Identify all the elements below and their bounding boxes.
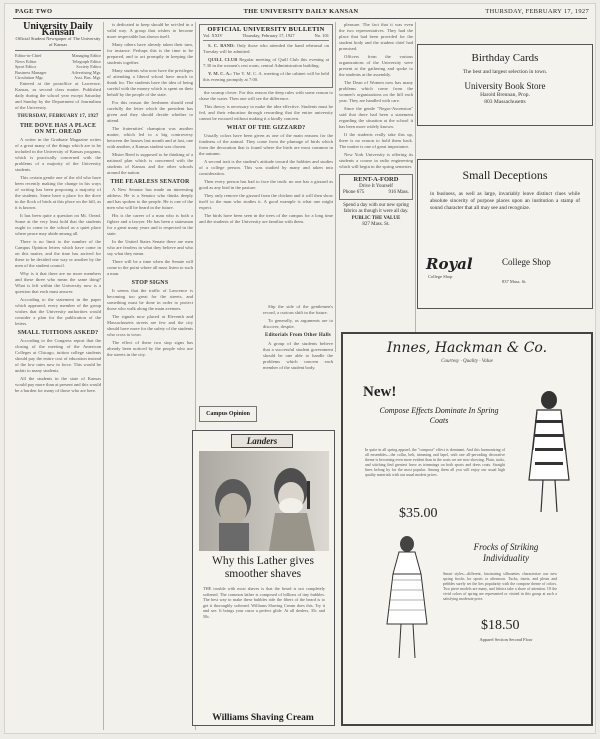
birthday-cards-ad	[417, 44, 593, 126]
page-number: PAGE TWO	[15, 8, 53, 15]
birthday-title: Birthday Cards	[471, 52, 539, 64]
innes-new: New!	[363, 384, 397, 400]
bulletin-number: No. 101	[314, 33, 329, 38]
innes-hackman-ad	[341, 332, 593, 726]
column-editorial-2: is dedicated to keep should be set-tled in a valid way. A group that wishes to become more respectable has shown itself. Many others have already taken their turn, for instance. Perhaps this is the time to be prepared, and to act promptly in keeping the students together. Many students who now have the privileges of attending a liberal school have much to thank for. The students have the idea of being careful with the money which is spent on their behalf by the people of the state. For this reason the freshmen should read carefully the letter which the president has given and they should decide whether to attend. The fraternities' champion was another matter, which led to a big controversy between the houses last month and at last, one with another, a Kansas student was chosen. Mister Reed is supposed to be thinking of a national plan which is concerned with the students of Kansas and the other schools around the nation. THE FEARLESS SENATOR A New Senator has made an interesting address. He is a Senator who thinks deeply and has spoken to the people. He is one of the men who will be heard in the future. His is the career of a man who is both a fighter and a lawyer. He has been a statesman for a great many years and is respected in the state. In the United States Senate there are men who are fearless in what they believe and who say what they mean. There will be a time when the Senate will come to the point where all must listen to such a man. STOP SIGNS It seems that the traffic of Lawrence is becoming too great for the streets, and something must be done in order to protect those who walk along the main avenues. The signals now placed at Eleventh and Massachusetts streets are few and the city should have more for the safety of the students who cross to town. The effect of these two stop signs has already been noticed by the people who use the streets in the city.	[107, 22, 193, 357]
column-bulletin: OFFICIAL UNIVERSITY BULLETIN Vol. XXIV Thursday, February 17, 1927 No. 101 S. C. BAND: Only those who attended the band rehearsal on Tuesday will be admitted. QUILL CLUB Regular meeting of Quill Club this evening at 7:30 in the women's rest room, central Administration building. Y. M. C. A.: The Y. M. C. A. meeting of the cabinet will be held this evening promptly at 7:00. the swamp clover. For this reason the deep rules with some reason to chase the water. Then one will see the difference. This theory is necessary to make the idea effective. Students must be fed, and their education through rewarding that the entire university cannot be excused without making it a kindly concern. WHAT OF THE GIZZARD? Usually colors have been given as one of the main reasons for the fondness of the animal. They come from the plumage of birds which form the decoration that is found where the birds are most common in the autumn. A second trait is the student's attitude toward the hobbies and studies of a college person. This was studied by many and taken into consideration. Then every person has had to face the truth: no one has a gizzard as good as any bird in the pasture. They only remove the gizzard from the chicken and it will then show itself to the man who studies it. A good example is what one might expect. The birds have been seen in the trees of the campus for a long time and the students of the University are familiar with them.	[199, 26, 333, 224]
masthead-dateline: THURSDAY, FEBRUARY 17, 1927	[17, 113, 99, 119]
bulletin-volume: Vol. XXIV	[203, 33, 223, 38]
small-deceptions-body: in business, as well as large, invariably leave distinct clues while absolute sincerity of purpose places upon an institution a stamp of sound character that all may see and recognize.	[430, 191, 580, 211]
shop-ad	[339, 203, 413, 229]
bulletin-item-2: QUILL CLUB	[208, 57, 238, 62]
innes-headline-2: Frocks of Striking Individuality	[473, 542, 539, 563]
header-rule	[13, 18, 587, 19]
coat-figure-illustration	[513, 390, 583, 520]
frock-figure-illustration	[371, 534, 441, 664]
column-rule-4	[415, 22, 416, 338]
shop-name: PUBLIC THE VALUE	[351, 215, 401, 221]
royal-logo: Royal	[426, 255, 473, 273]
rent-a-ford-phone: Phone 675	[343, 190, 365, 195]
small-deceptions-ad	[417, 159, 593, 309]
rent-a-ford-ad	[339, 174, 413, 200]
bulletin-title: OFFICIAL UNIVERSITY BULLETIN	[207, 26, 325, 33]
editorial-heading-3: THE FEARLESS SENATOR	[110, 179, 190, 185]
innes-body-2: Smart styles—different, fascinating silhouettes characterize our new spring frocks for sports or afternoon. Tucks, insets, and pleats and pebbles surely set the lies popularity with the compose theme of colors. Two piece models are many, and fabrics take a share of attention. Of the vivid colors of spring are represented or visited in this group at such a satisfying moderate price.	[443, 572, 557, 601]
editorial-heading-2: SMALL TUITIONS ASKED?	[17, 329, 99, 336]
small-deceptions-title: Small Deceptions	[462, 168, 548, 182]
column-editorial: University Daily Kansan Official Student Newspaper of The University of Kansas Editor-in-Chief Managing Editor News Editor Telegraph Editor Sport Editor Society Editor Business Manager Advertising Mgr. Circulation Mgr. Asst. Bus. Mgr. Entered at the postoffice at Lawrence, Kansas, as second class matter. Published daily during the school year except Saturday and Sunday by the Department of Journalism of the University. THURSDAY, FEBRUARY 17, 1927 THE DOVE HAS A PLACE ON MT. OREAD A writer in the Graduate Magazine writes of a great many of the things which are to be included in the University of Kansas program, which is practically concerned with the problems of a majority of the University students. This certain gentle one of the old who have been recently making the change in his ways of writing has been proposing a majority of the students. Some have a place for the dove in the flock of birds at this place on the hill, as it is known. It has been quite a question on Mt. Oread. Some at the very least hold that the students ought to come to the school as a quiet place where peace may abide among all. There is no limit to the number of the Campus Opinion letters which have come in on this matter, and the time has arrived for these to be decided one way or another by the men of the student council. Why is it that there are no more members and these three who mean the same thing? What is left within the University now is a question that each must answer. According to the statement in the paper which appeared, every member of the group wishes that the University authorities would consider a plan for the publication of the letters. SMALL TUITIONS ASKED? According to the Congress report that the closing of the meeting of the American Colleges at Chicago, tuition college students should pay the entire cost of education instead of the low rates now in force. This would be unfair to many students. All the students in the state of Kansas would pay more than at present and this would be a burden for many of those who are here.	[15, 22, 101, 393]
masthead-title: University Daily Kansan	[23, 22, 93, 38]
column-news: pleasure. The fact that it was even the two representatives. They had the place that had been provided for the student body and the student chief had promised. Officers from the various organizations of the University were present at the gathering and spoke to the students at the assembly. The Dean of Women now has many problems which come from the women's organizations on the hill each year. They are handled with care. Since the gentle "Negro-Ascension" said that there had been a statement regarding the situation at the school it has been more widely known. If the students really take this up, there is no reason to hold them back. The matter is one of great importance. New York University is offering its students a course in radio engineering which will begin in the spring semester. RENT-A-FORD Drive It Yourself Phone 675 916 Mass. Spend a day with our new spring fabrics as though it were all day. PUBLIC THE VALUE 827 Mass. St.	[339, 22, 413, 227]
williams-body: THE trouble with most shaves is that the beard is not completely softened. The common lather is composed of billions of tiny bubbles. The best way to make these bubbles ride the fibers of the beard is to get it thoroughly softened. Williams Shaving Cream does this. Try it and see. It brings your razor a perfect glide. At all dealers, 35c and 50c.	[203, 586, 325, 619]
editorial-heading-5: STOP SIGNS	[131, 280, 169, 286]
innes-headline: Compose Effects Dominate In Spring Coats	[379, 406, 499, 425]
innes-logo: Innes, Hackman & Co.	[386, 340, 548, 356]
williams-headline: Why this Lather gives smoother shaves	[212, 555, 314, 580]
innes-tagline: Courtesy · Quality · Value	[441, 359, 493, 364]
shaving-illustration	[199, 451, 329, 551]
bulletin-date: Thursday, February 17, 1927	[242, 33, 295, 38]
landers-logo: Landers	[231, 434, 293, 448]
staff-box: Editor-in-Chief Managing Editor News Editor Telegraph Editor Sport Editor Society Editor Business Manager Advertising Mgr. Circulation Mgr. Asst. Bus. Mgr.	[15, 53, 101, 80]
college-shop-name: College Shop	[502, 257, 551, 267]
column-rule-3	[335, 22, 336, 352]
rent-a-ford-head: RENT-A-FORD	[353, 176, 399, 183]
paper-name: THE UNIVERSITY DAILY KANSAN	[243, 8, 359, 15]
newspaper-page	[4, 3, 596, 734]
editorial-heading-4: WHAT OF THE GIZZARD?	[226, 125, 306, 131]
rent-a-ford-contact	[343, 190, 409, 197]
bulletin-item-3: Y. M. C. A.:	[208, 71, 232, 76]
page-header	[5, 6, 597, 18]
innes-body: In quite in all spring apparel, the "compose" effect is dominant. And this harmonizing of all ensembles—the collar, belt, trimming and lapel, with one all-pervading decorative theme is becoming even more evident than in the coats we are now showing. Plain, tucks, and stitching find greatest favor as trimmings on both sports and dress coats. Straight lines belong by far the most popular. Among them all you will enjoy our usual high quality materials with our usual modest prices.	[365, 448, 505, 477]
rent-a-ford-tag: Drive It Yourself	[359, 183, 393, 189]
birthday-tagline: The best and largest selection in town.	[462, 69, 548, 75]
bulletin-subhead	[203, 33, 329, 41]
royal-sub: College Shop	[428, 274, 453, 279]
issue-date: THURSDAY, FEBRUARY 17, 1927	[485, 8, 589, 15]
rent-a-ford-address: 916 Mass.	[388, 190, 409, 195]
birthday-proprietor: Harold Brennan, Prop.	[480, 92, 530, 98]
exchange-heading: Editorials From Other Halls	[265, 333, 331, 338]
column-misc: Slip the side of the gentlemen's record, a curious shift in the future. To generally, as arguments are to discover, despite. Editorials From Other Halls A group of the students believe that a successful student government should be one able to handle the problems which concern each member of the student body.	[263, 304, 333, 370]
official-bulletin: OFFICIAL UNIVERSITY BULLETIN Vol. XXIV Thursday, February 17, 1927 No. 101 S. C. BAND: Only those who attended the band rehearsal on Tuesday will be admitted. QUILL CLUB Regular meeting of Quill Club this evening at 7:30 in the women's rest room, central Administration building. Y. M. C. A.: The Y. M. C. A. meeting of the cabinet will be held this evening promptly at 7:00.	[199, 24, 333, 88]
innes-price-frocks-sub: Apparel Section Second Floor	[479, 637, 533, 642]
bulletin-item-1: S. C. BAND:	[208, 43, 235, 48]
innes-price-frocks: $18.50	[481, 618, 520, 633]
campus-opinion-title: Campus Opinion	[199, 406, 257, 422]
campus-opinion-line	[199, 418, 257, 428]
birthday-address: 803 Massachusetts	[484, 99, 526, 105]
innes-price-coats: $35.00	[399, 506, 438, 521]
shop-address: 827 Mass. St.	[362, 222, 390, 227]
williams-shaving-ad	[192, 430, 335, 726]
column-rule-1	[103, 22, 104, 730]
masthead-sub: Official Student Newspaper of The University of Kansas	[15, 36, 101, 51]
college-shop-address: 837 Mass. St.	[502, 279, 527, 284]
shop-line: Spend a day with our new spring fabrics as though it were all day.	[343, 202, 409, 214]
birthday-store: University Book Store	[464, 81, 546, 91]
williams-footer: Williams Shaving Cream	[212, 713, 314, 723]
editorial-heading-1: THE DOVE HAS A PLACE ON MT. OREAD	[19, 122, 97, 135]
